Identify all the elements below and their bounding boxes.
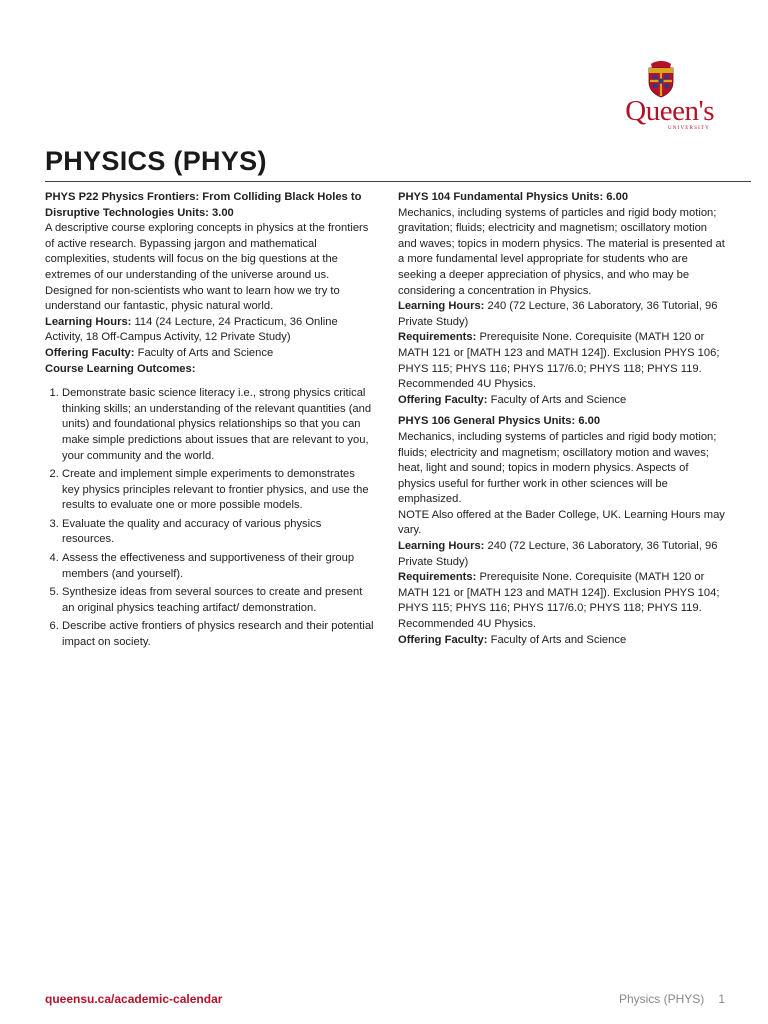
right-column — [398, 190, 726, 654]
requirements-value: Prerequisite None. Corequisite (MATH 120 or MATH 121 or [MATH 123 and MATH 124]). Exclusion PHYS 106; PHYS 115; PHYS 116; PHYS 117/6.0; PHYS 118; PHYS 119. Recommended 4U Physics. — [398, 331, 720, 391]
learning-hours-label: Learning Hours: — [45, 315, 132, 328]
requirements — [398, 330, 726, 392]
queens-wordmark: Queen's — [625, 95, 714, 127]
outcome-item: 4. Assess the effectiveness and supportiveness of their group members (and yourself). — [62, 551, 375, 582]
course-heading: PHYS 104 Fundamental Physics Units: 6.00 — [398, 191, 629, 203]
offering-faculty-label: Offering Faculty: — [398, 633, 488, 646]
learning-hours-label: Learning Hours: — [398, 300, 485, 313]
university-subline: UNIVERSITY — [668, 126, 710, 131]
offering-faculty-value: Faculty of Arts and Science — [490, 633, 627, 646]
page-number: 1 — [718, 992, 725, 1006]
course-note: NOTE Also offered at the Bader College, UK. Learning Hours may vary. — [398, 508, 725, 537]
left-column — [45, 190, 375, 657]
course-heading: PHYS P22 Physics Frontiers: From Colliding Black Holes to Disruptive Technologies Units: 3.00 — [45, 191, 362, 219]
learning-outcomes-heading: Course Learning Outcomes: — [45, 362, 196, 375]
outcome-item: 2. Create and implement simple experiments to demonstrates key physics principles relevant to frontier physics, and use the results to evaluate one or more possible models. — [62, 467, 375, 514]
footer-section: Physics (PHYS) — [618, 992, 705, 1006]
learning-hours-value: 240 (72 Lecture, 36 Laboratory, 36 Tutorial, 96 Private Study) — [398, 300, 718, 328]
learning-hours — [398, 299, 726, 330]
university-crest-icon — [646, 60, 676, 98]
outcome-item: 6. Describe active frontiers of physics research and their potential impact on society. — [62, 619, 375, 650]
learning-hours-value: 114 (24 Lecture, 24 Practicum, 36 Online Activity, 18 Off-Campus Activity, 12 Private Study) — [45, 315, 338, 344]
title-divider — [45, 181, 751, 182]
outcome-item: 3. Evaluate the quality and accuracy of various physics resources. — [62, 517, 375, 548]
offering-faculty — [45, 346, 375, 362]
course-heading: PHYS 106 General Physics Units: 6.00 — [398, 415, 601, 428]
course-description: Mechanics, including systems of particles and rigid body motion; fluids; electricity and magnetism; oscillatory motion and waves; heat, light and sound; topics in modern physics. Aspects of physics useful for further work in other sciences will be emphasized. — [398, 430, 717, 506]
course-phys-106 — [398, 414, 726, 648]
learning-outcomes-list — [45, 386, 375, 651]
course-description: A descriptive course exploring concepts in physics at the frontiers of active research. Bypassing jargon and mathematical complexities, students will focus on the big questions at the extremes of our understanding of the universe around us. Designed for non-scientists who want to learn how we try to understand our fantastic, physic natural world. — [45, 222, 369, 313]
offering-faculty-value: Faculty of Arts and Science — [490, 393, 627, 406]
offering-faculty — [398, 633, 726, 649]
queens-logo — [610, 60, 714, 132]
outcome-item: 1. Demonstrate basic science literacy i.e., strong physics critical thinking skills; an understanding of the relevant quantities (and units) and foundational physics relationships so that you can make simple predictions about issues that are relevant to you, your community and the world. — [62, 386, 375, 464]
calendar-link[interactable]: queensu.ca/academic-calendar — [45, 992, 223, 1006]
requirements-label: Requirements: — [398, 571, 477, 584]
learning-hours — [45, 315, 375, 346]
learning-hours-label: Learning Hours: — [398, 540, 485, 553]
learning-hours — [398, 539, 726, 570]
page-footer — [619, 992, 725, 1006]
page-title: PHYSICS (PHYS) — [45, 146, 267, 176]
offering-faculty — [398, 393, 726, 409]
requirements-value: Prerequisite None. Corequisite (MATH 120 or MATH 121 or [MATH 123 and MATH 124]). Exclusion PHYS 104; PHYS 115; PHYS 116; PHYS 117/6.0; PHYS 118; PHYS 119. Recommended 4U Physics. — [398, 571, 720, 631]
offering-faculty-label: Offering Faculty: — [398, 393, 488, 406]
course-phys-p22 — [45, 190, 375, 651]
offering-faculty-value: Faculty of Arts and Science — [137, 346, 274, 359]
learning-hours-value: 240 (72 Lecture, 36 Laboratory, 36 Tutorial, 96 Private Study) — [398, 540, 718, 568]
course-description: Mechanics, including systems of particles and rigid body motion; gravitation; fluids; electricity and magnetism; oscillatory motion and waves; topics in modern physics. The material is presented at a more fundamental level appropriate for students who are seeking a deeper appreciation of physics, and who may be considering a concentration in Physics. — [398, 206, 725, 297]
requirements — [398, 570, 726, 632]
offering-faculty-label: Offering Faculty: — [45, 346, 135, 359]
outcome-item: 5. Synthesize ideas from several sources to create and present an original physics teaching artifact/ demonstration. — [62, 585, 375, 616]
requirements-label: Requirements: — [398, 331, 477, 344]
course-phys-104 — [398, 190, 726, 408]
